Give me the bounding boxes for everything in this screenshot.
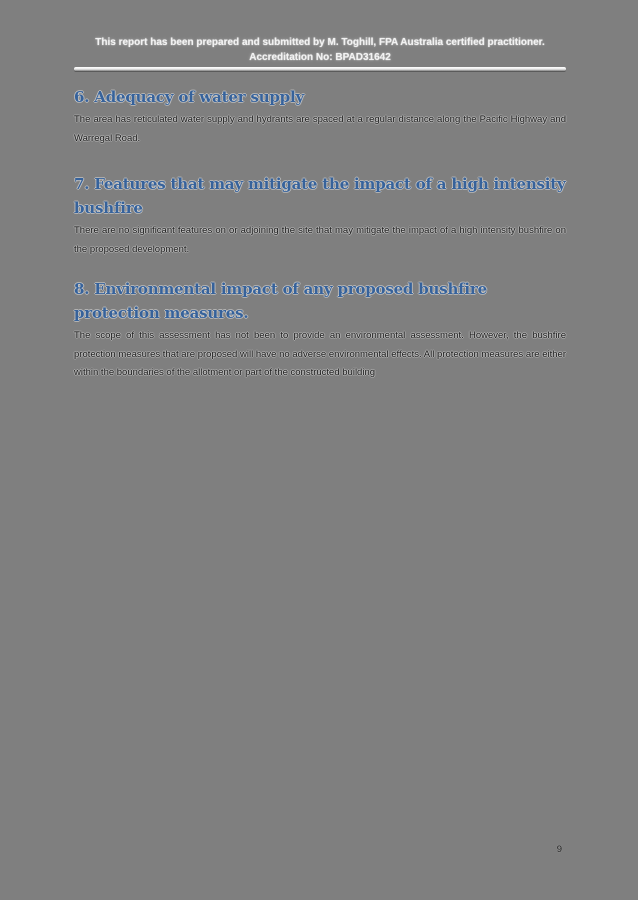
section-mitigating-features	[74, 172, 566, 259]
page-content	[74, 0, 566, 383]
report-header	[74, 35, 566, 65]
section-body: The scope of this assessment has not been to provide an environmental assessment. However, the bushfire protection measures that are proposed will have no adverse environmental effects. All protection measures are either within the boundaries of the allotment or part of the constructed building	[74, 330, 566, 378]
header-line-1: This report has been prepared and submitted by M. Toghill, FPA Australia certified practitioner.	[95, 37, 545, 48]
section-heading: 6. Adequacy of water supply	[74, 88, 304, 106]
section-heading: 7. Features that may mitigate the impact of a high intensity bushfire	[74, 175, 566, 217]
section-environmental-impact	[74, 277, 566, 383]
section-heading: 8. Environmental impact of any proposed bushfire protection measures.	[74, 280, 487, 322]
section-body: The area has reticulated water supply and hydrants are spaced at a regular distance along the Pacific Highway and Warregal Road.	[74, 114, 566, 144]
header-line-2: Accreditation No: BPAD31642	[249, 52, 391, 63]
section-body: There are no significant features on or adjoining the site that may mitigate the impact of a high intensity bushfire on the proposed development.	[74, 225, 566, 255]
header-rule	[74, 67, 566, 71]
page-number: 9	[556, 844, 562, 855]
section-water-supply	[74, 85, 566, 148]
